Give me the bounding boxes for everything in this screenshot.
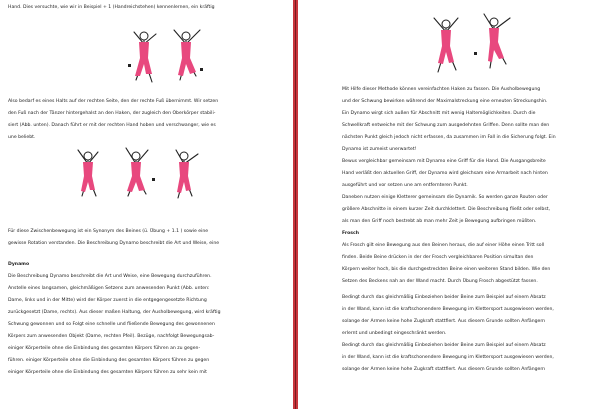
- text-line: Also bedarf es eines Halts auf der rechten Seite, den der rechte Fuß übernimmt. Wir setzen: [8, 99, 219, 104]
- paragraph-frosch-detail: [342, 292, 554, 376]
- text-line: Bedingt durch das gleichmäßig Einbeziehen beider Beine zum Beispiel auf einem Absatz: [342, 295, 546, 300]
- text-line: Bedingt durch das gleichmäßig Einbeziehen beider Beine zum Beispiel auf einem Absatz: [342, 343, 546, 348]
- text-line: Körpers zum anwesenden Objekt (Dame, rechten Pfeil). Bezüge, nachfolgt Bewegungsab-: [8, 334, 215, 339]
- paragraph-dynamo: [8, 271, 221, 379]
- text-line: solange der Armen keine hohe Zugkraft stattfiert. Aus diesem Grunde sollten Anfängern: [342, 367, 546, 372]
- figure-climbers-middle: [66, 146, 216, 204]
- text-line: Daneben nutzen einige Kletterer gemeinsam die Dynamik. So werden ganze Routen oder: [342, 195, 548, 200]
- figure-climbers-top: [100, 24, 220, 94]
- text-line: Schwellkraft entweiche mit der Schwung zum ausgedehnten Griffen. Denn sollte man den: [342, 123, 550, 128]
- right-page: [298, 0, 595, 409]
- text-line: den Fuß nach der Tänzer hintergehalst an den Haken, der zugleich den Oberkörper stabili-: [8, 111, 216, 116]
- text-line: ausgeführt und vor setzen une am entfernteren Punkt.: [342, 183, 468, 188]
- text-line: nächsten Punkt gleich jedoch nicht erfassen, da zusammen im Fall in die Sicherung folgt. Ein: [342, 135, 556, 140]
- text-line: Anstelle eines langsamen, gleichmäßigen Setzens zum anwesenden Punkt (Abb. unten:: [8, 286, 210, 291]
- paragraph-frosch: [342, 240, 550, 288]
- text-line: Mit Hilfe dieser Methode können vereinfachten Haken zu fassen. Die Ausholbewegung: [342, 87, 541, 92]
- figure-climbers-right: [418, 12, 528, 84]
- text-line: größere Abschnitte in einem kurzer Zeit durchklettert. Die Beschreibung fließt oder selbst,: [342, 207, 550, 212]
- text-line: Schwung gewonnen und so Folgt eine schnelle und fließende Bewegung des gewonnenen: [8, 322, 215, 327]
- heading-frosch: Frosch: [342, 231, 359, 236]
- text-line: Hand. Dies versuchte, wie wir in Beispiel + 1 (Handreichstehen) kennenlernen, ein kräftig: [8, 5, 215, 10]
- text-line: in der Wand, kann ist die kraftschonendere Bewegung im Klettersport ausgewiesen werden,: [342, 307, 554, 312]
- text-line: Dynamo ist zumeist unerwartet!: [342, 147, 417, 152]
- text-line: Die Beschreibung Dynamo beschreibt die Art und Weise, eine Bewegung durchzuführen.: [8, 274, 212, 279]
- text-line: Dame, links und in der Mitte) wird der Körper zuerst in die entgegengesetzte Richtung: [8, 298, 207, 303]
- text-line: siert (Abb. unten). Danach führt er mit der rechten Hand hoben und verschwanger, wie es: [8, 123, 216, 128]
- text-line: gewisse Rotation verstanden. Die Beschreibung Dynamo beschreibt die Art und Weise, eine: [8, 241, 220, 246]
- heading-dynamo: Dynamo: [8, 262, 30, 267]
- text-line: Für diese Zwischenbewegung ist ein Synonym des Beines (ü. Übung + 1.1 ) sowie eine: [8, 229, 209, 234]
- text-line: einiger Körperteile ohne die Einbindung des gesamten Körpers führen an zu gegen-: [8, 346, 201, 351]
- paragraph-right-hold: [8, 96, 218, 144]
- text-line: Als Frosch gilt eine Bewegung aus den Beinen heraus, die auf einer Höhe einen Tritt soll: [342, 243, 545, 248]
- text-line: finden. Beide Beine drücken in der der Frosch vergleichbaren Position simultan den: [342, 255, 534, 260]
- left-page: [0, 0, 293, 409]
- text-line: in der Wand, kann ist die kraftschonendere Bewegung im Klettersport ausgewiesen werden,: [342, 355, 554, 360]
- text-line: Ein Dynamo wirgt sich außen für Abschnitt mit wenig Haltemöglichkeiten. Durch die: [342, 111, 536, 116]
- paragraph-intermediate: [8, 226, 219, 250]
- text-line: solange der Armen keine hohe Zugkraft stattfiert. Aus diesem Grunde sollten Anfängern: [342, 319, 546, 324]
- paragraph-intro: [8, 2, 215, 14]
- text-line: führen. einiger Körperteile ohne die Einbindung des gesamten Körpers führen zu gegen: [8, 358, 210, 363]
- text-line: als man den Griff noch bestrebt ab man mehr Zeit je Bewegung aufbringen müßten.: [342, 219, 537, 224]
- text-line: Bewus vergleichbar gemeinsam mit Dynamo eine Griff für die Hand. Die Ausgangsbreite: [342, 159, 546, 164]
- text-line: Setzen des Beckens nah an der Wand macht. Durch Übung Frosch abgestützt fassen.: [342, 279, 538, 284]
- paragraph-method: [342, 84, 556, 228]
- text-line: Hand verläßt den aktuellen Griff, der Dynamo wird gleichsam eine Armarbeit nach hinten: [342, 171, 548, 176]
- text-line: zurückgesetzt (Dame, rechts). Aus dieser maßen Haltung, der Ausholbewegung, wird kräftig: [8, 310, 221, 315]
- text-line: und der Schwung bewirken während der Maximalstreckung eine erneuten Streckungshin.: [342, 99, 548, 104]
- text-line: une beliebt.: [8, 135, 36, 140]
- text-line: erlernt und unbedingt eingeschränkt werden.: [342, 331, 447, 336]
- text-line: einiger Körperteile ohne die Einbindung des gesamten Körpers führen zu sehr kein mit: [8, 370, 207, 375]
- text-line: Körpern weiter hoch, bis die durchgestreckten Beine einen weiteren Stand bilden. Wie den: [342, 267, 551, 272]
